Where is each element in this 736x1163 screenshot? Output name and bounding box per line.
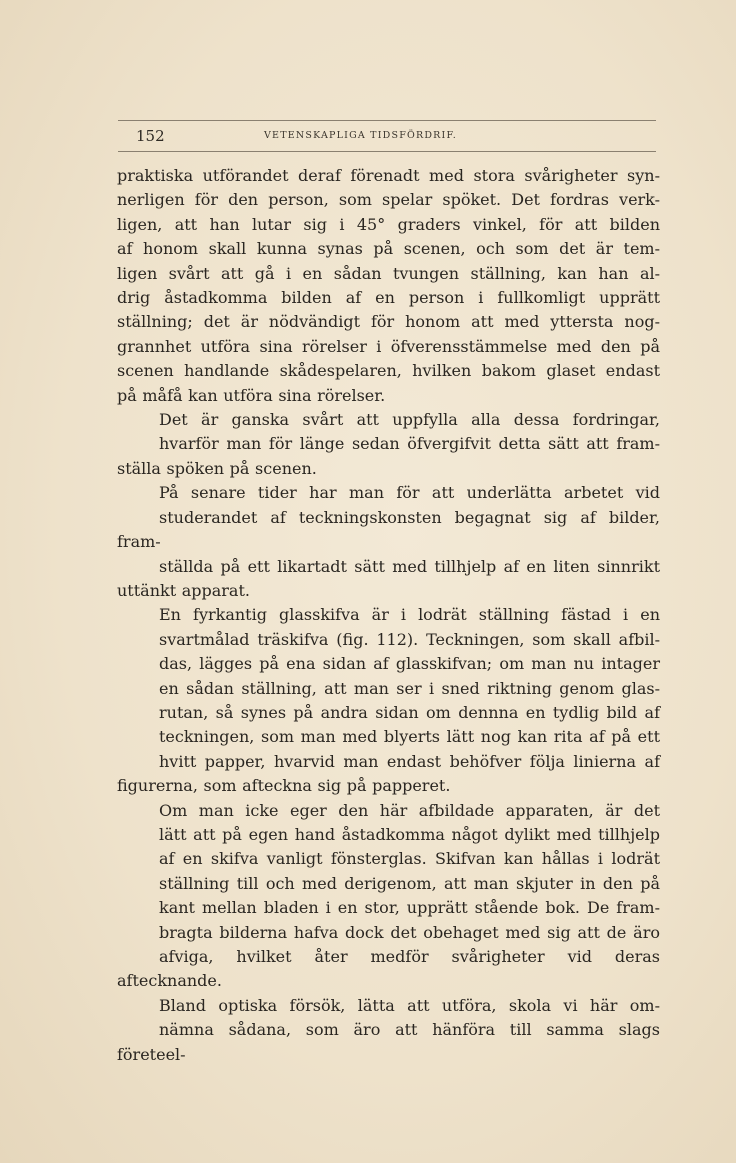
text-line: ställa spöken på scenen. bbox=[117, 458, 317, 478]
text-line: ställning till och med derigenom, att man skjuter in den på bbox=[159, 873, 660, 893]
text-line: bragta bilderna hafva dock det obehaget med sig att de äro bbox=[159, 922, 660, 942]
text-line: hvarför man för länge sedan öfvergifvit detta sätt att fram- bbox=[159, 434, 660, 454]
paragraph-end bbox=[117, 457, 660, 481]
text-line: nerligen för den person, som spelar spöket. Det fordras verk- bbox=[117, 190, 660, 210]
text-line: studerandet af teckningskonsten begagnat sig af bilder, fram- bbox=[117, 507, 660, 552]
text-line: teckningen, som man med blyerts lätt nog kan rita af på ett bbox=[159, 727, 660, 747]
page-number: 152 bbox=[136, 127, 165, 145]
body-text bbox=[117, 164, 660, 1067]
text-line: grannhet utföra sina rörelser i öfverensstämmelse med den på bbox=[117, 336, 660, 356]
text-line: scenen handlande skådespelaren, hvilken bakom glaset endast bbox=[117, 361, 660, 381]
text-line: lätt att på egen hand åstadkomma något dylikt med tillhjelp bbox=[159, 824, 660, 844]
text-line: hvitt papper, hvarvid man endast behöfver följa linierna af bbox=[159, 751, 660, 771]
text-line: svartmålad träskifva (fig. 112). Teckningen, som skall afbil- bbox=[159, 629, 660, 649]
text-line: af honom skall kunna synas på scenen, och som det är tem- bbox=[117, 239, 660, 259]
text-line: kant mellan bladen i en stor, upprätt stående bok. De fram- bbox=[159, 898, 660, 918]
text-line: ligen svårt att gå i en sådan tvungen ställning, kan han al- bbox=[117, 263, 660, 283]
text-line: uttänkt apparat. bbox=[117, 580, 250, 600]
text-line: nämna sådana, som äro att hänföra till samma slags företeel- bbox=[117, 1020, 660, 1064]
page-header bbox=[118, 120, 656, 152]
paragraph-continuation bbox=[117, 164, 660, 384]
paragraph-end bbox=[117, 774, 660, 798]
text-line: ligen, att han lutar sig i 45° graders vinkel, för att bilden bbox=[117, 214, 660, 234]
text-line: figurerna, som afteckna sig på papperet. bbox=[117, 776, 451, 796]
running-title: VETENSKAPLIGA TIDSFÖRDRIF. bbox=[264, 130, 457, 141]
text-line: ställning; det är nödvändigt för honom att med yttersta nog- bbox=[117, 312, 660, 332]
paragraph bbox=[117, 408, 660, 457]
paragraph-continuation-end bbox=[117, 384, 660, 408]
paragraph-end bbox=[117, 579, 660, 603]
text-line: praktiska utförandet deraf förenadt med stora svårigheter syn- bbox=[117, 166, 660, 185]
text-line: Om man icke eger den här afbildade apparaten, är det bbox=[159, 800, 660, 820]
paragraph bbox=[117, 799, 660, 994]
text-line: en sådan ställning, att man ser i sned riktning genom glas- bbox=[159, 678, 660, 698]
paragraph bbox=[117, 481, 660, 579]
text-line: På senare tider har man för att underlätta arbetet vid bbox=[159, 483, 660, 503]
text-line: das, lägges på ena sidan af glasskifvan; om man nu intager bbox=[159, 654, 660, 674]
paragraph bbox=[117, 994, 660, 1067]
text-line: Bland optiska försök, lätta att utföra, skola vi här om- bbox=[159, 995, 660, 1015]
text-line: En fyrkantig glasskifva är i lodrät ställning fästad i en bbox=[159, 605, 660, 625]
text-line: afviga, hvilket åter medför svårigheter vid deras aftecknande. bbox=[117, 947, 660, 991]
text-line: ställda på ett likartadt sätt med tillhjelp af en liten sinnrikt bbox=[159, 556, 660, 576]
paragraph bbox=[117, 603, 660, 774]
text-line: på måfå kan utföra sina rörelser. bbox=[117, 385, 386, 405]
text-line: Det är ganska svårt att uppfylla alla dessa fordringar, bbox=[159, 410, 660, 430]
text-line: drig åstadkomma bilden af en person i fullkomligt upprätt bbox=[117, 288, 660, 308]
text-line: af en skifva vanligt fönsterglas. Skifvan kan hållas i lodrät bbox=[159, 849, 660, 869]
text-line: rutan, så synes på andra sidan om dennna en tydlig bild af bbox=[159, 702, 660, 722]
